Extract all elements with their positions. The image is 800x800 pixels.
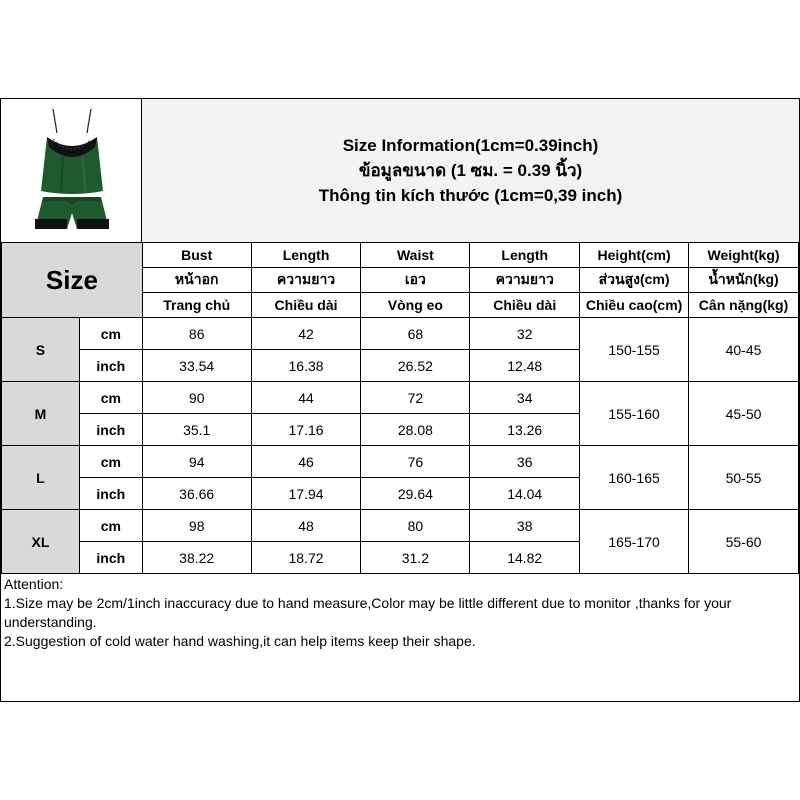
table-cell: 17.94: [251, 478, 361, 510]
col-height-vi: Chiều cao(cm): [580, 293, 689, 318]
col-waist-vi: Vòng eo: [361, 293, 470, 318]
weight-cell: 50-55: [689, 446, 799, 510]
col-waist-th: เอว: [361, 268, 470, 293]
weight-cell: 40-45: [689, 318, 799, 382]
unit-label: inch: [79, 350, 142, 382]
table-cell: 17.16: [251, 414, 361, 446]
table-cell: 94: [142, 446, 251, 478]
col-weight-en: Weight(kg): [689, 243, 799, 268]
table-cell: 28.08: [361, 414, 470, 446]
title-vietnamese: Thông tin kích thước (1cm=0,39 inch): [318, 186, 623, 205]
green-satin-cami-shorts-set-icon: [23, 107, 121, 233]
table-cell: 18.72: [251, 542, 361, 574]
table-cell: 86: [142, 318, 251, 350]
table-cell: 12.48: [470, 350, 580, 382]
table-cell: 90: [142, 382, 251, 414]
table-cell: 46: [251, 446, 361, 478]
attention-heading: Attention:: [4, 576, 64, 592]
attention-notes: [4, 575, 794, 651]
col-weight-vi: Cân nặng(kg): [689, 293, 799, 318]
col-length2-en: Length: [470, 243, 580, 268]
table-row: [2, 382, 799, 414]
table-cell: 38.22: [142, 542, 251, 574]
table-row: [2, 510, 799, 542]
unit-label: cm: [79, 510, 142, 542]
table-row: [2, 318, 799, 350]
col-height-en: Height(cm): [580, 243, 689, 268]
table-cell: 68: [361, 318, 470, 350]
unit-label: inch: [79, 478, 142, 510]
unit-label: cm: [79, 318, 142, 350]
size-label: M: [2, 382, 80, 446]
height-cell: 150-155: [580, 318, 689, 382]
table-cell: 36: [470, 446, 580, 478]
table-cell: 31.2: [361, 542, 470, 574]
unit-label: inch: [79, 414, 142, 446]
col-length-th: ความยาว: [251, 268, 361, 293]
table-cell: 38: [470, 510, 580, 542]
col-bust-vi: Trang chủ: [142, 293, 251, 318]
size-chart-sheet: [0, 98, 800, 702]
table-cell: 72: [361, 382, 470, 414]
table-cell: 32: [470, 318, 580, 350]
table-cell: 42: [251, 318, 361, 350]
col-length-vi: Chiều dài: [251, 293, 361, 318]
title-thai: ข้อมูลขนาด (1 ซม. = 0.39 นิ้ว): [358, 161, 583, 180]
table-cell: 16.38: [251, 350, 361, 382]
size-header: Size: [2, 243, 143, 318]
col-length2-vi: Chiều dài: [470, 293, 580, 318]
col-bust-th: หน้าอก: [142, 268, 251, 293]
size-label: L: [2, 446, 80, 510]
table-row: [2, 446, 799, 478]
table-cell: 34: [470, 382, 580, 414]
unit-label: cm: [79, 446, 142, 478]
table-cell: 26.52: [361, 350, 470, 382]
table-cell: 14.04: [470, 478, 580, 510]
size-information-title: [142, 99, 799, 243]
col-length-en: Length: [251, 243, 361, 268]
title-english: Size Information(1cm=0.39inch): [342, 136, 599, 155]
table-cell: 48: [251, 510, 361, 542]
col-waist-en: Waist: [361, 243, 470, 268]
size-table: [1, 242, 799, 574]
col-height-th: ส่วนสูง(cm): [580, 268, 689, 293]
height-cell: 165-170: [580, 510, 689, 574]
unit-label: inch: [79, 542, 142, 574]
table-cell: 76: [361, 446, 470, 478]
attention-note-2: 2.Suggestion of cold water hand washing,it can help items keep their shape.: [4, 633, 476, 649]
table-cell: 13.26: [470, 414, 580, 446]
unit-label: cm: [79, 382, 142, 414]
height-cell: 155-160: [580, 382, 689, 446]
size-label: XL: [2, 510, 80, 574]
weight-cell: 55-60: [689, 510, 799, 574]
table-cell: 80: [361, 510, 470, 542]
table-cell: 29.64: [361, 478, 470, 510]
table-cell: 35.1: [142, 414, 251, 446]
product-photo-cell: [1, 99, 142, 243]
col-bust-en: Bust: [142, 243, 251, 268]
table-cell: 33.54: [142, 350, 251, 382]
height-cell: 160-165: [580, 446, 689, 510]
col-length2-th: ความยาว: [470, 268, 580, 293]
table-cell: 14.82: [470, 542, 580, 574]
weight-cell: 45-50: [689, 382, 799, 446]
attention-note-1: 1.Size may be 2cm/1inch inaccuracy due to hand measure,Color may be little different due to monitor ,thanks for your understanding.: [4, 595, 732, 630]
table-cell: 36.66: [142, 478, 251, 510]
table-cell: 44: [251, 382, 361, 414]
size-label: S: [2, 318, 80, 382]
col-weight-th: น้ำหนัก(kg): [689, 268, 799, 293]
table-cell: 98: [142, 510, 251, 542]
